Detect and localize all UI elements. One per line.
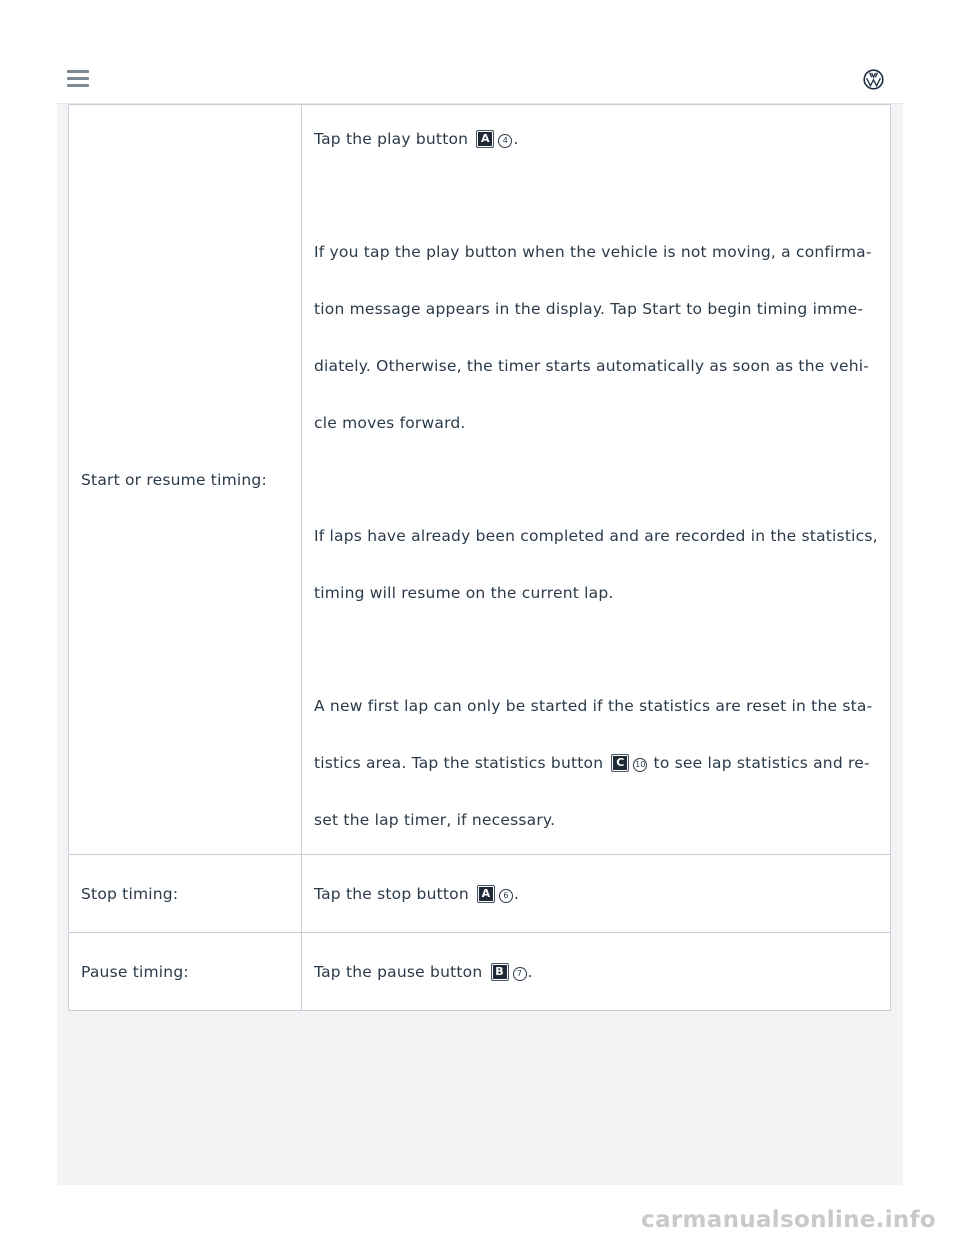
paragraph-line: diately. Otherwise, the timer starts automatically as soon as the vehi- <box>314 356 870 375</box>
callout-number: 10 <box>633 758 647 772</box>
procedure-table <box>68 104 891 1011</box>
stop-button-icon: A <box>477 885 495 903</box>
table-row <box>69 105 891 855</box>
footer <box>0 1185 960 1242</box>
content-area <box>57 104 903 1185</box>
row-description: Tap the pause button B 7 . <box>302 933 891 1011</box>
watermark: carmanualsonline.info <box>641 1207 936 1233</box>
paragraph-line: timing will resume on the current lap. <box>314 583 614 602</box>
callout-number: 7 <box>513 967 527 981</box>
play-button-icon: A <box>476 130 494 148</box>
paragraph-line: tistics area. Tap the statistics button C 10 to see lap statistics and re- <box>314 753 870 772</box>
paragraph-line: cle moves forward. <box>314 413 466 432</box>
paragraph-line: tion message appears in the display. Tap Start to begin timing imme- <box>314 299 864 318</box>
paragraph-line: If laps have already been completed and are recorded in the statistics, <box>314 526 878 545</box>
row-label: Pause timing: <box>69 933 302 1011</box>
callout-number: 6 <box>499 889 513 903</box>
row-label: Start or resume timing: <box>69 105 302 855</box>
statistics-button-icon: C <box>611 754 629 772</box>
row-label: Stop timing: <box>69 855 302 933</box>
callout-number: 4 <box>498 134 512 148</box>
top-bar <box>57 0 903 104</box>
table-row <box>69 855 891 933</box>
pause-button-icon: B <box>491 963 509 981</box>
vw-logo-icon[interactable] <box>863 69 884 90</box>
hamburger-menu-icon[interactable] <box>67 70 89 88</box>
paragraph-line: If you tap the play button when the vehicle is not moving, a confirma- <box>314 242 872 261</box>
paragraph-line: set the lap timer, if necessary. <box>314 810 556 829</box>
row-description <box>302 105 891 855</box>
paragraph-line: A new first lap can only be started if the statistics are reset in the sta- <box>314 696 873 715</box>
play-instruction: Tap the play button A 4 . <box>314 129 519 148</box>
table-row <box>69 933 891 1011</box>
row-description: Tap the stop button A 6 . <box>302 855 891 933</box>
